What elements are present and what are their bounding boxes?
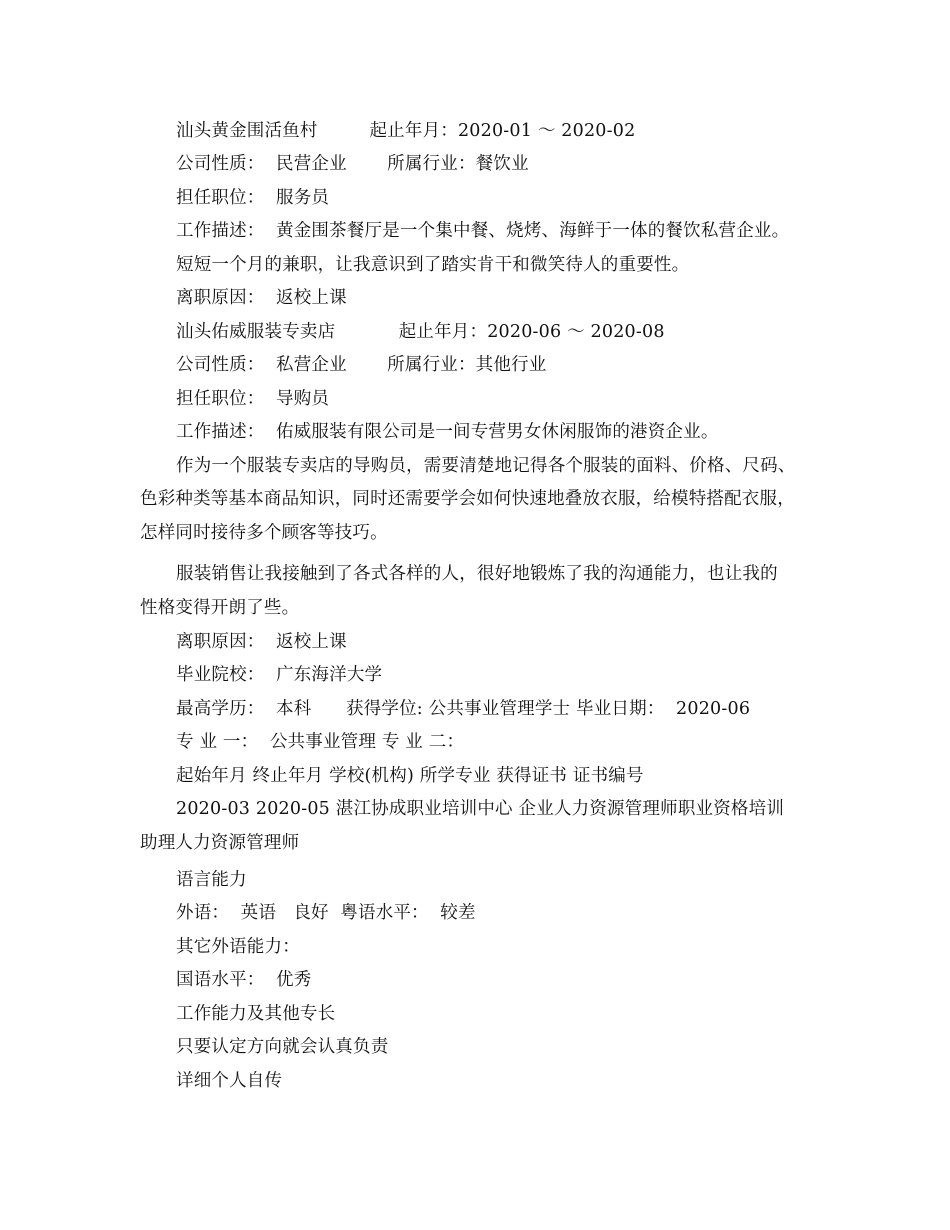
text-line: 性格变得开朗了些。 <box>140 598 300 618</box>
text-line: 语言能力 <box>176 870 247 890</box>
text-line: 离职原因： 返校上课 <box>176 632 347 652</box>
text-line: 公司性质： 民营企业 所属行业：餐饮业 <box>176 154 529 174</box>
text-line: 短短一个月的兼职，让我意识到了踏实肯干和微笑待人的重要性。 <box>176 255 690 275</box>
text-line: 担任职位： 服务员 <box>176 188 330 208</box>
text-line: 国语水平： 优秀 <box>176 970 312 990</box>
text-line: 汕头佑威服装专卖店 起止年月：2020-06 ～ 2020-08 <box>176 322 665 342</box>
text-line: 专 业 一： 公共事业管理 专 业 二： <box>176 732 465 752</box>
text-line: 工作描述： 佑威服装有限公司是一间专营男女休闲服饰的港资企业。 <box>176 422 719 442</box>
text-line: 最高学历： 本科 获得学位: 公共事业管理学士 毕业日期： 2020-06 <box>176 699 751 719</box>
text-line: 离职原因： 返校上课 <box>176 288 347 308</box>
text-line: 详细个人自传 <box>176 1071 283 1091</box>
text-line: 色彩种类等基本商品知识，同时还需要学会如何快速地叠放衣服，给模特搭配衣服， <box>140 489 795 509</box>
text-line: 外语： 英语 良好 粤语水平： 较差 <box>176 903 476 923</box>
text-line: 其它外语能力： <box>176 937 300 957</box>
text-line: 2020-03 2020-05 湛江协成职业培训中心 企业人力资源管理师职业资格培训 <box>176 799 785 819</box>
text-line: 工作描述： 黄金围茶餐厅是一个集中餐、烧烤、海鲜于一体的餐饮私营企业。 <box>176 221 790 241</box>
text-line: 助理人力资源管理师 <box>140 833 300 853</box>
text-line: 汕头黄金围活鱼村 起止年月：2020-01 ～ 2020-02 <box>176 121 636 141</box>
text-line: 只要认定方向就会认真负责 <box>176 1037 389 1057</box>
text-line: 毕业院校： 广东海洋大学 <box>176 665 383 685</box>
text-line: 作为一个服装专卖店的导购员，需要清楚地记得各个服装的面料、价格、尺码、 <box>176 456 796 476</box>
text-line: 工作能力及其他专长 <box>176 1004 336 1024</box>
text-line: 怎样同时接待多个顾客等技巧。 <box>140 523 388 543</box>
text-line: 起始年月 终止年月 学校(机构) 所学专业 获得证书 证书编号 <box>176 766 644 786</box>
text-line: 公司性质： 私营企业 所属行业：其他行业 <box>176 355 547 375</box>
text-line: 担任职位： 导购员 <box>176 389 330 409</box>
text-line: 服装销售让我接触到了各式各样的人，很好地锻炼了我的沟通能力，也让我的 <box>176 564 778 584</box>
